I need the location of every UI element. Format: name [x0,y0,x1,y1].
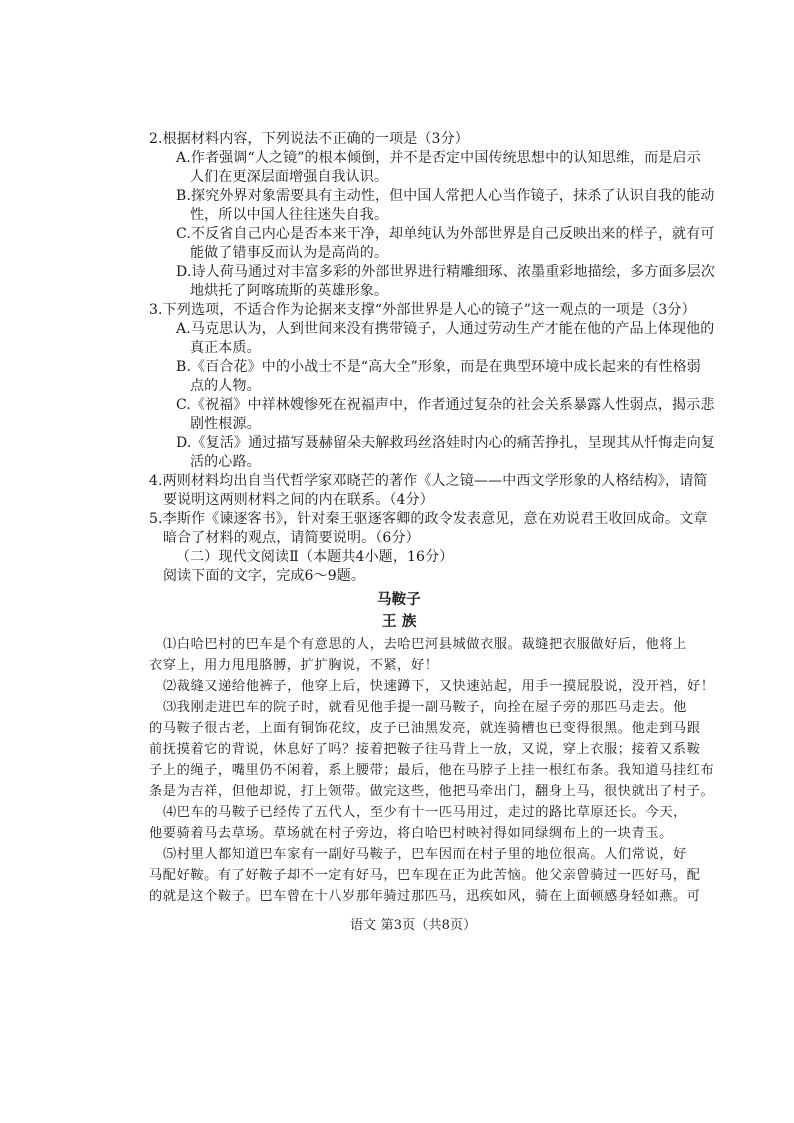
story-paragraph-5-line-2: 马配好鞍。有了好鞍子却不一定有好马，巴车现在正为此苦恼。他父亲曾骑过一匹好马，配 [149,868,701,883]
q2-option-c: C.不反省自己内心是否本来干净，却单纯认为外部世界是自己反映出来的样子，就有可 [176,226,715,242]
q2-option-d: D.诗人荷马通过对丰富多彩的外部世界进行精雕细琢、浓墨重彩地描绘，多方面多层次 [176,264,716,280]
page-footer: 语文 第3页（共8页） [350,918,477,933]
question-5-stem: 5.李斯作《谏逐客书》，针对秦王驱逐客卿的政令发表意见，意在劝说君王收回成命。文章 [149,511,708,527]
question-3-stem: 3.下列选项，不适合作为论据来支撑“外部世界是人心的镜子”这一观点的一项是（3分） [149,302,696,318]
q3-option-a-cont: 真正本质。 [190,340,261,356]
section-heading: （二）现代文阅读Ⅱ（本题共4小题，16分） [176,549,454,565]
story-paragraph-4-line-1: ⑷巴车的马鞍子已经传了五代人，至少有十一匹马用过，走过的路比草原还长。今天， [163,805,687,820]
story-paragraph-5-line-3: 的就是这个鞍子。巴车曾在十八岁那年骑过那匹马，迅疾如风，骑在上面顿感身轻如燕。可 [149,889,701,904]
q3-option-b-cont: 点的人物。 [190,378,261,394]
story-paragraph-3-line-4: 子上的绳子，嘴里仍不闲着，系上腰带；最后，他在马脖子上挂一根红布条。我知道马挂红布 [149,763,715,778]
q3-option-a: A.马克思认为，人到世间来没有携带镜子，人通过劳动生产才能在他的产品上体现他的 [176,321,715,337]
story-paragraph-2-line-1: ⑵裁缝又递给他裤子，他穿上后，快速蹲下，又快速站起，用手一摸屁股说，没开裆，好！ [163,679,715,694]
q2-option-a-cont: 人们在更深层面增强自我认识。 [190,169,389,185]
q3-option-c: C.《祝福》中祥林嫂惨死在祝福声中，作者通过复杂的社会关系暴露人性弱点，揭示悲 [176,397,715,413]
section-instruction: 阅读下面的文字，完成6～9题。 [163,568,366,584]
story-paragraph-3-line-2: 的马鞍子很古老，上面有铜饰花纹，皮子已油黑发亮，就连骑槽也已变得很黑。他走到马跟 [149,721,701,736]
question-2-stem: 2.根据材料内容，下列说法不正确的一项是（3分） [149,131,469,147]
story-paragraph-4-line-2: 他要骑着马去草场。草场就在村子旁边，将白哈巴村映衬得如同绿绸布上的一块青玉。 [149,826,673,841]
q2-option-d-cont: 地烘托了阿喀琉斯的英雄形象。 [190,283,389,299]
q3-option-c-cont: 剧性根源。 [190,416,261,432]
story-paragraph-5-line-1: ⑸村里人都知道巴车家有一副好马鞍子，巴车因而在村子里的地位很高。人们常说，好 [163,847,687,862]
story-paragraph-1-line-1: ⑴白哈巴村的巴车是个有意思的人，去哈巴河县城做衣服。裁缝把衣服做好后，他将上 [163,637,687,652]
q3-option-b: B.《百合花》中的小战士不是“高大全”形象，而是在典型环境中成长起来的有性格弱 [176,359,701,375]
q2-option-b-cont: 性，所以中国人往往迷失自我。 [190,207,389,223]
q3-option-d: D.《复活》通过描写聂赫留朵夫解救玛丝洛娃时内心的痛苦挣扎，呈现其从忏悔走向复 [176,435,716,451]
q2-option-c-cont: 能做了错事反而认为是高尚的。 [190,245,389,261]
q2-option-a: A.作者强调“人之镜”的根本倾倒，并不是否定中国传统思想中的认知思维，而是启示 [176,150,701,166]
story-paragraph-1-line-2: 衣穿上，用力甩甩胳膊，扩扩胸说，不紧，好！ [149,658,439,673]
story-author: 王 族 [382,613,417,630]
story-paragraph-3-line-1: ⑶我刚走进巴车的院子时，就看见他手提一副马鞍子，向拴在屋子旁的那匹马走去。他 [163,700,687,715]
question-4-stem: 4.两则材料均出自当代哲学家邓晓芒的著作《人之镜——中西文学形象的人格结构》，请简 [149,473,708,489]
question-5-stem-cont: 暗合了材料的观点，请简要说明。（6分） [163,530,420,546]
question-4-stem-cont: 要说明这两则材料之间的内在联系。（4分） [163,492,434,508]
q2-option-b: B.探究外界对象需要具有主动性，但中国人常把人心当作镜子，抹杀了认识自我的能动 [176,188,715,204]
story-paragraph-3-line-5: 条是为吉祥，但他却说，打上领带。做完这些，他把马牵出门，翻身上马，很快就出了村子。 [149,784,715,799]
q3-option-d-cont: 活的心路。 [190,454,261,470]
story-paragraph-3-line-3: 前抚摸着它的背说，休息好了吗？接着把鞍子往马背上一放，又说，穿上衣服；接着又系鞍 [149,742,701,757]
story-title: 马鞍子 [377,591,421,608]
